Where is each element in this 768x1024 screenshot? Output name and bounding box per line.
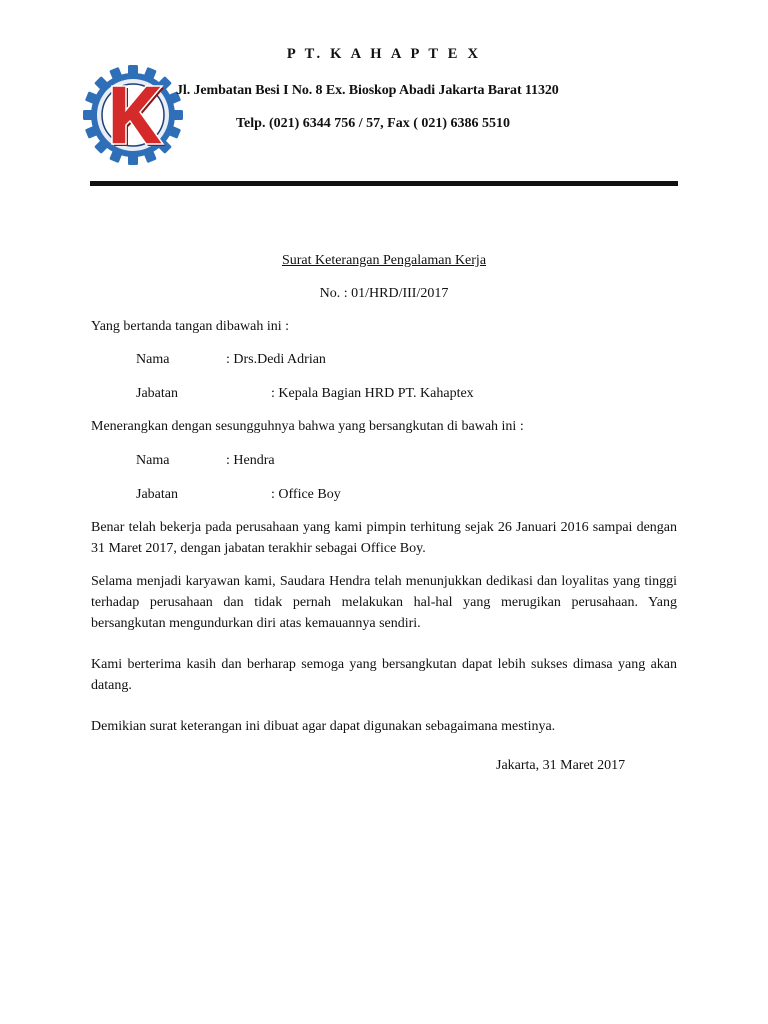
- statement-text: Menerangkan dengan sesungguhnya bahwa yang bersangkutan di bawah ini :: [91, 419, 524, 434]
- performance-paragraph: Selama menjadi karyawan kami, Saudara Hendra telah menunjukkan dedikasi dan loyalitas yang tinggi terhadap perusahaan dan tidak pernah melakukan hal-hal yang merugikan perusahaan. Yang bersangkutan mengundurkan diri atas kemauannya sendiri.: [91, 574, 677, 631]
- signer-name-label: Nama: [136, 352, 170, 367]
- employee-name-value: : Hendra: [226, 453, 275, 468]
- signer-position-value: : Kepala Bagian HRD PT. Kahaptex: [271, 386, 474, 401]
- employee-name-label: Nama: [136, 453, 170, 468]
- employee-position-label: Jabatan: [136, 487, 178, 502]
- signer-name-value: : Drs.Dedi Adrian: [226, 352, 326, 367]
- document-title: Surat Keterangan Pengalaman Kerja: [281, 253, 487, 268]
- company-contact: Telp. (021) 6344 756 / 57, Fax ( 021) 6386 5510: [236, 116, 511, 131]
- header-divider: [90, 181, 678, 186]
- company-address: Jl. Jembatan Besi I No. 8 Ex. Bioskop Abadi Jakarta Barat 11320: [176, 83, 559, 98]
- gratitude-paragraph: Kami berterima kasih dan berharap semoga yang bersangkutan dapat lebih sukses dimasa yang akan datang.: [91, 657, 677, 693]
- intro-text: Yang bertanda tangan dibawah ini :: [91, 319, 290, 334]
- closing-paragraph: Demikian surat keterangan ini dibuat agar dapat digunakan sebagaimana mestinya.: [91, 719, 556, 734]
- document-number: No. : 01/HRD/III/2017: [319, 286, 449, 301]
- company-name: P T. K A H A P T E X: [286, 46, 482, 62]
- gear-k-logo-icon: [82, 64, 184, 166]
- employment-period-paragraph: Benar telah bekerja pada perusahaan yang kami pimpin terhitung sejak 26 Januari 2016 sampai dengan 31 Maret 2017, dengan jabatan terakhir sebagai Office Boy.: [91, 520, 677, 556]
- place-date: Jakarta, 31 Maret 2017: [496, 758, 626, 773]
- employee-position-value: : Office Boy: [271, 487, 341, 502]
- signer-position-label: Jabatan: [136, 386, 178, 401]
- logo-letter: K: [82, 64, 83, 65]
